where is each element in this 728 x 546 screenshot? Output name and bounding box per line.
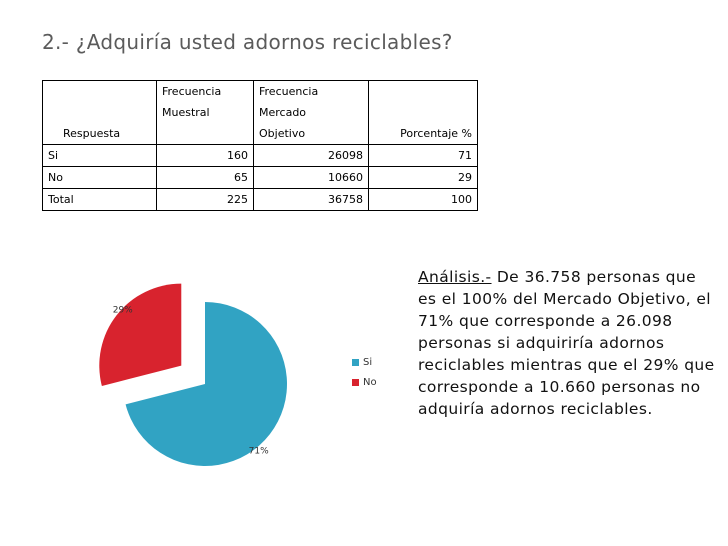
legend-swatch-no [352, 379, 359, 386]
header-mercado-line-2: Mercado [259, 106, 307, 119]
header-mercado-line-3: Objetivo [259, 127, 306, 140]
cell-porcentaje: 71 [369, 145, 478, 167]
header-porcentaje-label: Porcentaje % [400, 127, 472, 140]
table-header-row [43, 81, 478, 145]
pie-label-si: 71% [248, 446, 269, 457]
header-frecuencia-mercado [254, 81, 369, 145]
legend-label-si: Si [363, 356, 373, 368]
chart-legend [352, 352, 377, 392]
cell-mercado: 26098 [254, 145, 369, 167]
header-respuesta-label: Respuesta [63, 127, 121, 140]
pie-chart-container [60, 270, 320, 494]
table-row [43, 145, 478, 167]
header-frecuencia-muestral [157, 81, 254, 145]
legend-swatch-si [352, 359, 359, 366]
header-muestral-line-1: Frecuencia [162, 85, 222, 98]
legend-item-no [352, 372, 377, 392]
table-row [43, 189, 478, 211]
cell-muestral: 160 [157, 145, 254, 167]
header-muestral-line-2: Muestral [162, 106, 210, 119]
cell-muestral: 65 [157, 167, 254, 189]
analysis-label: Análisis.- [418, 268, 492, 286]
frequency-table [42, 80, 478, 211]
header-mercado-line-1: Frecuencia [259, 85, 319, 98]
table-row [43, 167, 478, 189]
legend-label-no: No [363, 376, 377, 388]
legend-item-si [352, 352, 377, 372]
cell-mercado: 10660 [254, 167, 369, 189]
analysis-text [418, 266, 718, 420]
cell-respuesta: No [43, 167, 157, 189]
pie-label-no: 29% [112, 305, 133, 316]
cell-respuesta: Total [43, 189, 157, 211]
analysis-body: De 36.758 personas que es el 100% del Mercado Objetivo, el 71% que corresponde a 26.098 personas si adquiriría adornos reciclables mientras que el 29% que corresponde a 10.660 personas no adquiría adornos reciclables. [418, 268, 715, 418]
slide-title: 2.- ¿Adquiría usted adornos reciclables? [42, 30, 453, 54]
cell-porcentaje: 29 [369, 167, 478, 189]
pie-slice-no [99, 284, 181, 386]
cell-muestral: 225 [157, 189, 254, 211]
header-respuesta [43, 81, 157, 145]
cell-porcentaje: 100 [369, 189, 478, 211]
cell-respuesta: Si [43, 145, 157, 167]
cell-mercado: 36758 [254, 189, 369, 211]
header-porcentaje [369, 81, 478, 145]
pie-chart [60, 270, 320, 490]
